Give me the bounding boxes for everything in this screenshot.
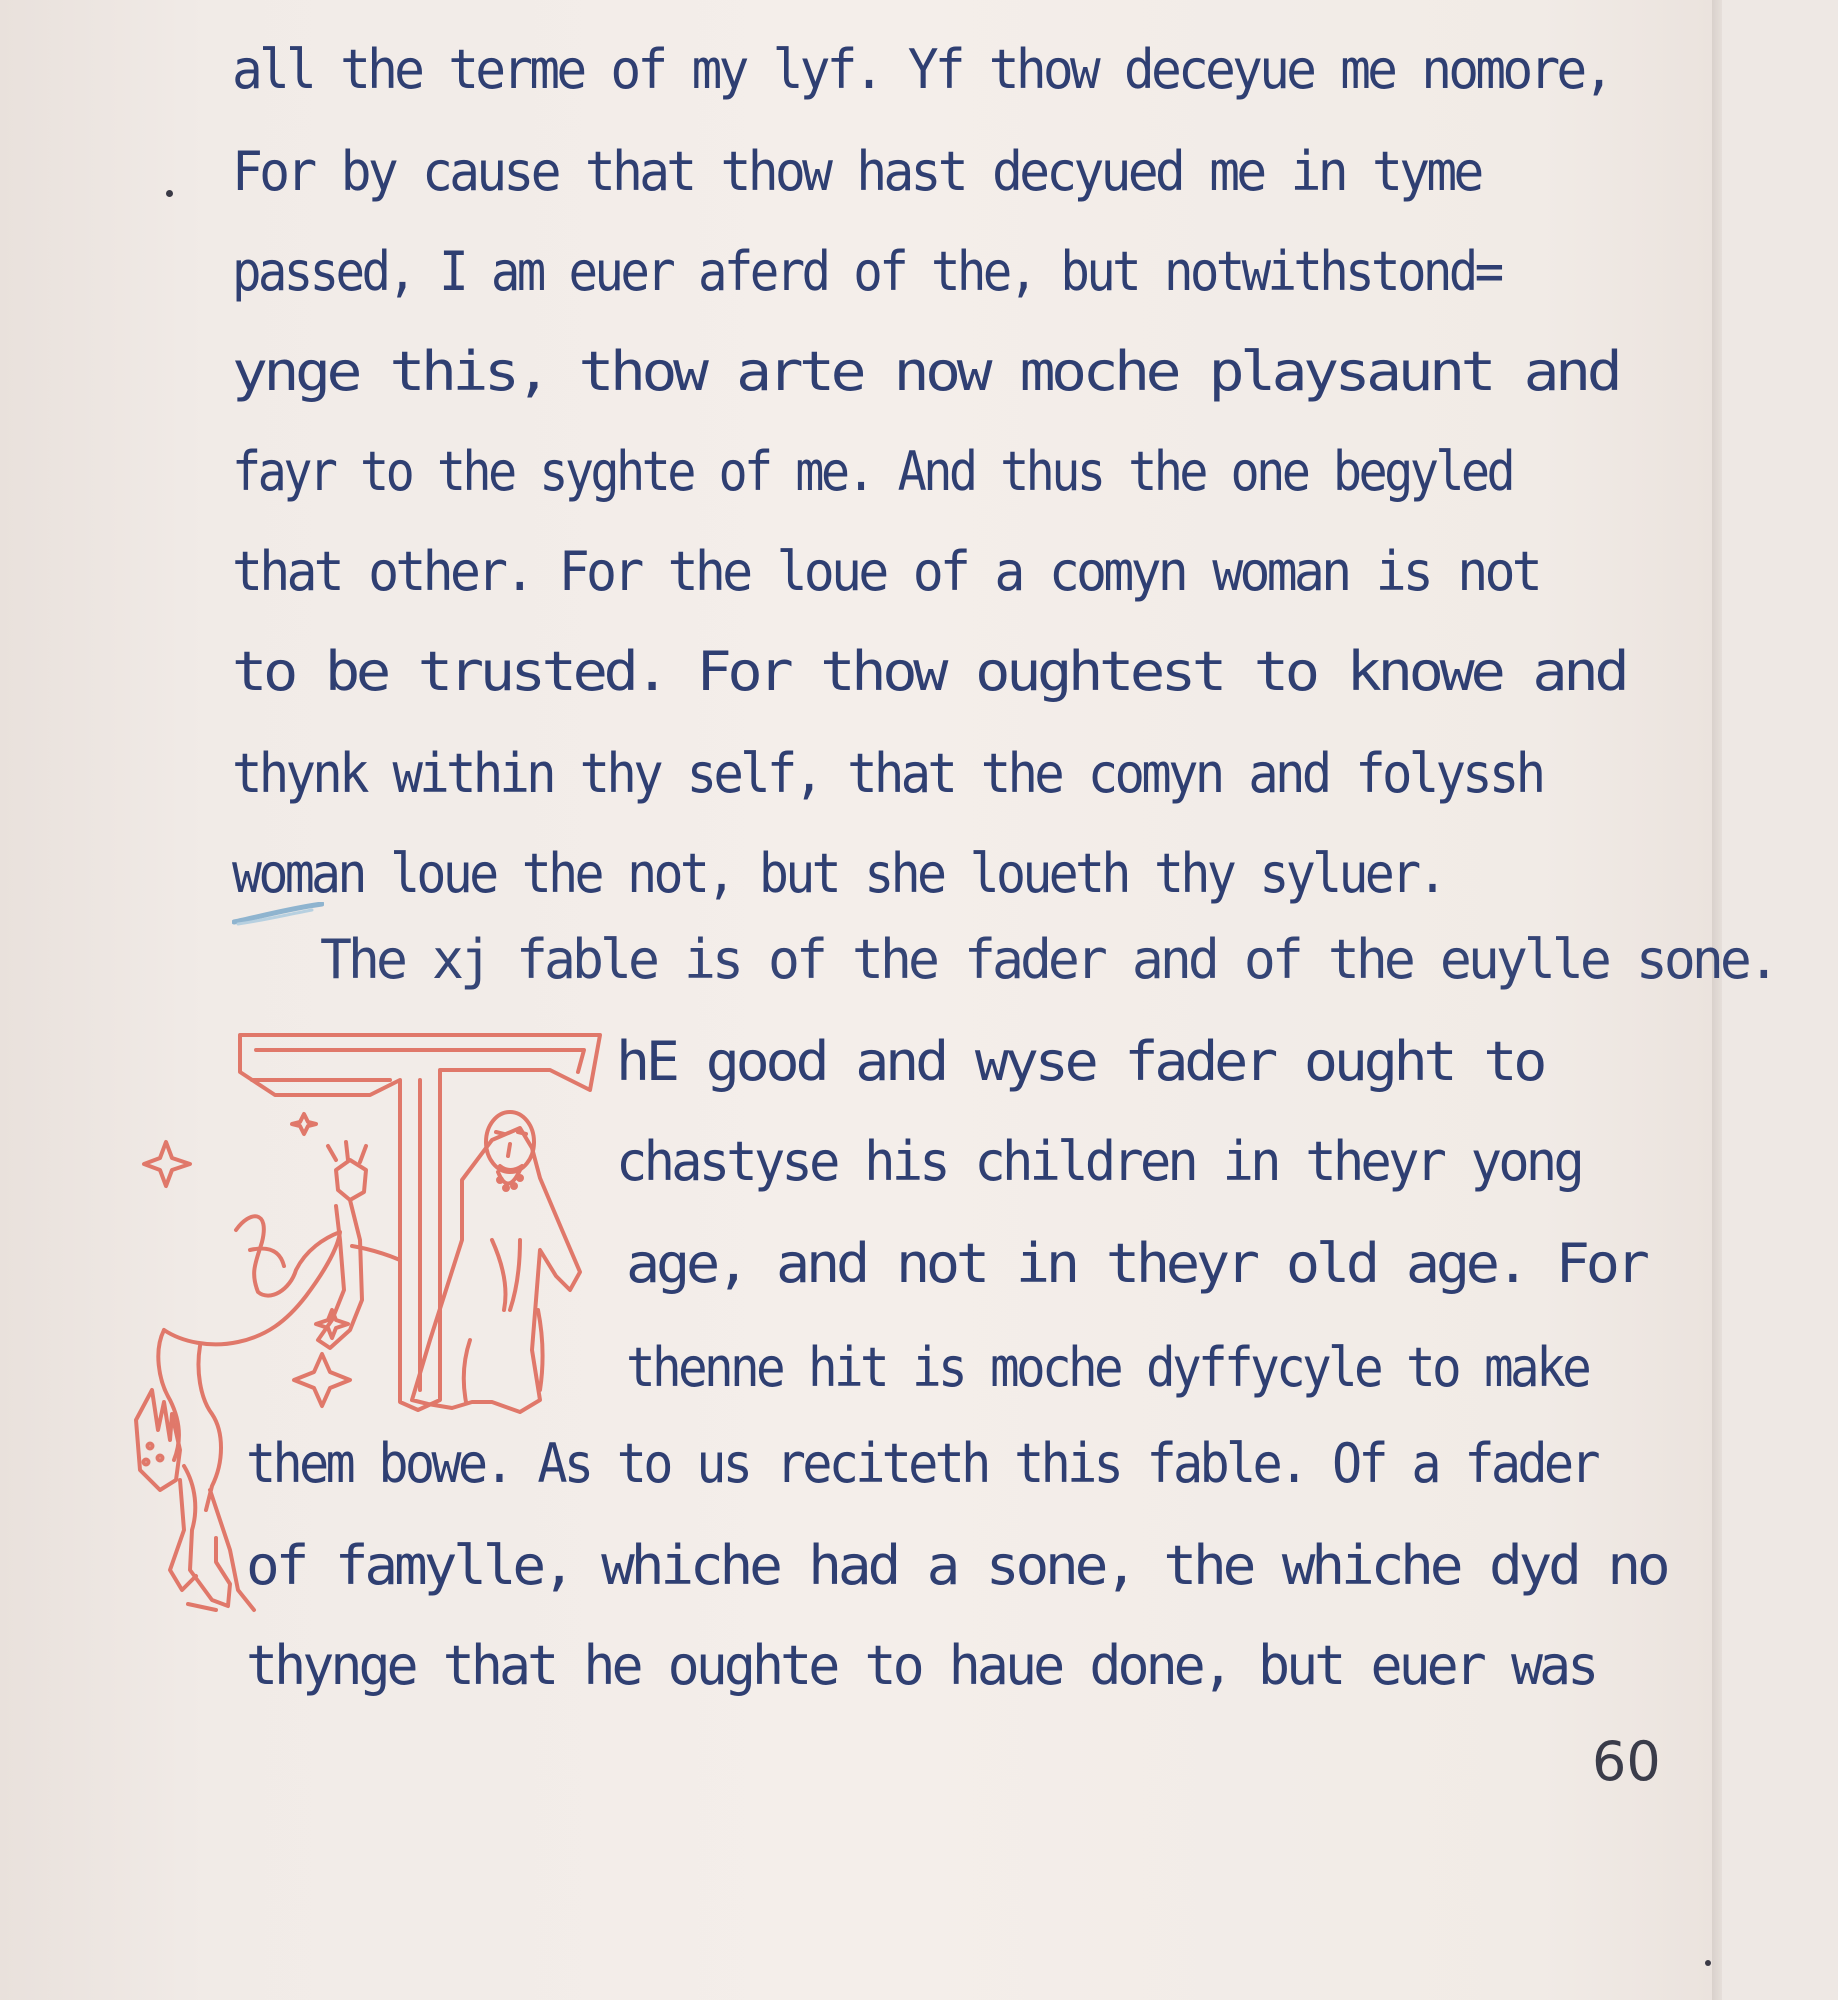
text-line: hE good and wyse fader ought to bbox=[616, 1030, 1544, 1093]
text-line: thynk within thy self, that the comyn and folyssh bbox=[232, 742, 1543, 805]
text-line: thynge that he oughte to haue done, but euer was bbox=[246, 1634, 1596, 1697]
text-line: woman loue the not, but she loueth thy syluer. bbox=[232, 842, 1444, 905]
text-line: thenne hit is moche dyffycyle to make bbox=[626, 1336, 1589, 1399]
text-line: ynge this, thow arte now moche playsaunt and bbox=[232, 340, 1619, 403]
text-line: fayr to the syghte of me. And thus the one begyled bbox=[232, 440, 1513, 503]
adjacent-page-strip bbox=[1722, 0, 1838, 2000]
text-line: of famylle, whiche had a sone, the whiche dyd no bbox=[246, 1534, 1667, 1597]
text-line: them bowe. As to us reciteth this fable. Of a fader bbox=[246, 1432, 1597, 1495]
text-line: For by cause that thow hast decyued me in tyme bbox=[232, 140, 1481, 203]
text-line: all the terme of my lyf. Yf thow deceyue me nomore, bbox=[232, 38, 1611, 101]
blue-ink-mark bbox=[232, 902, 324, 928]
fable-heading: The xj fable is of the fader and of the euylle sone. bbox=[320, 928, 1776, 991]
text-line: age, and not in theyr old age. For bbox=[626, 1232, 1646, 1295]
page-number: 60 bbox=[1592, 1730, 1661, 1793]
text-line: passed, I am euer aferd of the, but notwithstond= bbox=[232, 240, 1501, 303]
text-line: that other. For the loue of a comyn woman is not bbox=[232, 540, 1539, 603]
page-edge bbox=[1712, 0, 1722, 2000]
margin-dot bbox=[1705, 1960, 1711, 1966]
text-line: to be trusted. For thow oughtest to knowe and bbox=[232, 640, 1626, 703]
margin-dot bbox=[166, 190, 173, 197]
text-line: chastyse his children in theyr yong bbox=[616, 1130, 1581, 1193]
